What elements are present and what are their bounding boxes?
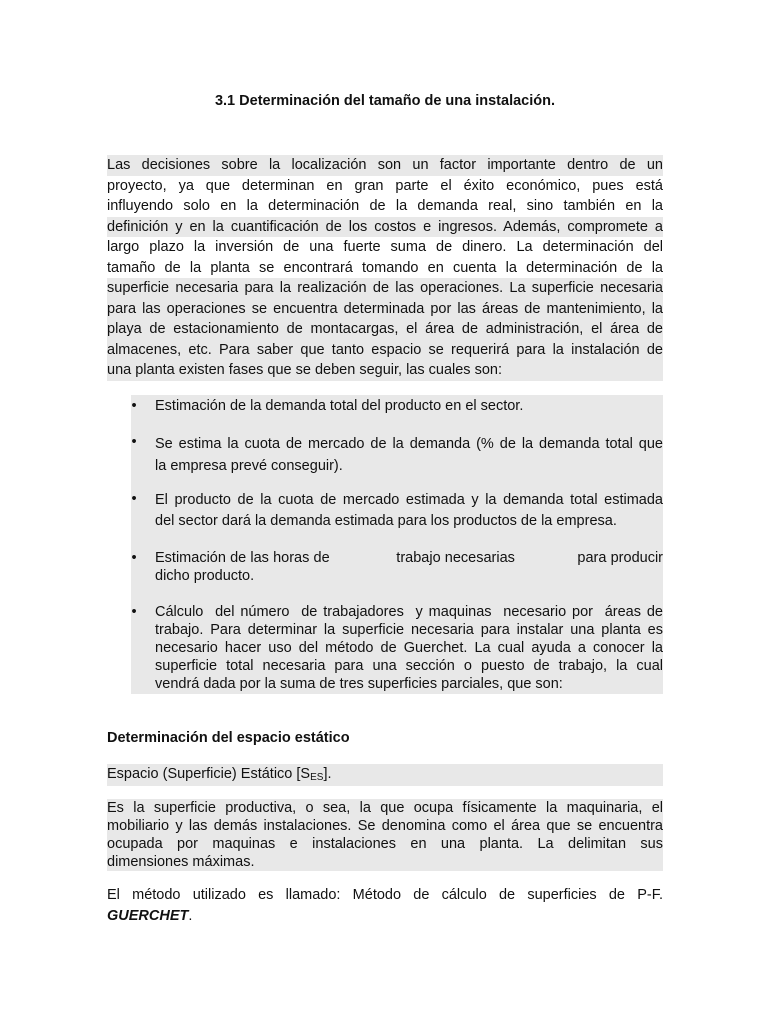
- intro-line: una planta existen fases que se deben seguir, las cuales son:: [107, 360, 663, 381]
- definition-paragraph: [107, 799, 663, 871]
- definition-line: Es la superficie productiva, o sea, la que ocupa físicamente la maquinaria, el: [107, 800, 663, 816]
- method-paragraph: [107, 885, 663, 927]
- section-heading: Determinación del espacio estático: [107, 730, 350, 746]
- intro-line: largo plazo la inversión de una fuerte suma de dinero. La determinación del: [107, 239, 663, 255]
- intro-paragraph: [107, 155, 663, 381]
- method-line: El método utilizado es llamado: Método de cálculo de superficies de P-F.: [107, 887, 663, 903]
- bullet-icon: •: [131, 398, 137, 414]
- intro-line: tamaño de la planta se encontrará tomando en cuenta la determinación de la: [107, 259, 663, 276]
- list-item-text: trabajo. Para determinar la superficie necesaria para instalar una planta es: [155, 622, 663, 638]
- phases-list: [131, 395, 663, 694]
- espacio-label: [107, 764, 663, 786]
- bullet-icon: •: [131, 550, 137, 566]
- espacio-prefix: Espacio (Superficie) Estático [S: [107, 766, 311, 782]
- bullet-icon: •: [131, 491, 137, 507]
- espacio-suffix: ].: [323, 766, 332, 782]
- intro-line: playa de estacionamiento de montacargas, el área de administración, el área de: [107, 319, 663, 340]
- list-item-text: dicho producto.: [155, 568, 255, 584]
- intro-line: influyendo solo en la determinación de la demanda real, sino también en la: [107, 198, 663, 214]
- intro-line: para las operaciones se encuentra determinada por las áreas de mantenimiento, la: [107, 299, 663, 320]
- definition-line: ocupada por maquinas e instalaciones en una planta. La delimitan sus: [107, 836, 663, 852]
- list-item-text: Estimación de las horas de trabajo necesarias para producir: [155, 550, 663, 566]
- list-item-text: necesario hacer uso del método de Guerchet. La cual ayuda a conocer la: [155, 640, 663, 656]
- method-end: .: [188, 908, 193, 924]
- list-item-text: vendrá dada por la suma de tres superficies parciales, que son:: [155, 676, 563, 692]
- definition-line: dimensiones máximas.: [107, 854, 255, 870]
- espacio-subscript: ES: [310, 772, 324, 783]
- intro-line: proyecto, ya que determinan en gran parte el éxito económico, pues está: [107, 177, 663, 194]
- intro-line: Las decisiones sobre la localización son un factor importante dentro de un: [107, 155, 663, 176]
- list-item-text: Cálculo del número de trabajadores y maquinas necesario por áreas de: [155, 604, 663, 620]
- intro-line: definición y en la cuantificación de los costos e ingresos. Además, compromete a: [107, 217, 663, 238]
- list-item-text: superficie total necesaria para una sección o puesto de trabajo, la cual: [155, 658, 663, 674]
- intro-line: superficie necesaria para la realización de las operaciones. La superficie necesaria: [107, 278, 663, 299]
- list-item-text: del sector dará la demanda estimada para los productos de la empresa.: [155, 513, 617, 529]
- section-title: 3.1 Determinación del tamaño de una instalación.: [214, 93, 556, 109]
- list-item-text: la empresa prevé conseguir).: [155, 458, 343, 474]
- bullet-icon: •: [131, 434, 137, 450]
- intro-line: almacenes, etc. Para saber que tanto espacio se requerirá para la instalación de: [107, 340, 663, 361]
- definition-line: mobiliario y las demás instalaciones. Se denomina como el área que se encuentra: [107, 818, 663, 834]
- list-item-text: Estimación de la demanda total del producto en el sector.: [155, 398, 524, 414]
- bullet-icon: •: [131, 604, 137, 620]
- list-item-text: Se estima la cuota de mercado de la demanda (% de la demanda total que: [155, 436, 663, 452]
- method-name: GUERCHET: [107, 908, 189, 924]
- list-item-text: El producto de la cuota de mercado estimada y la demanda total estimada: [155, 492, 663, 508]
